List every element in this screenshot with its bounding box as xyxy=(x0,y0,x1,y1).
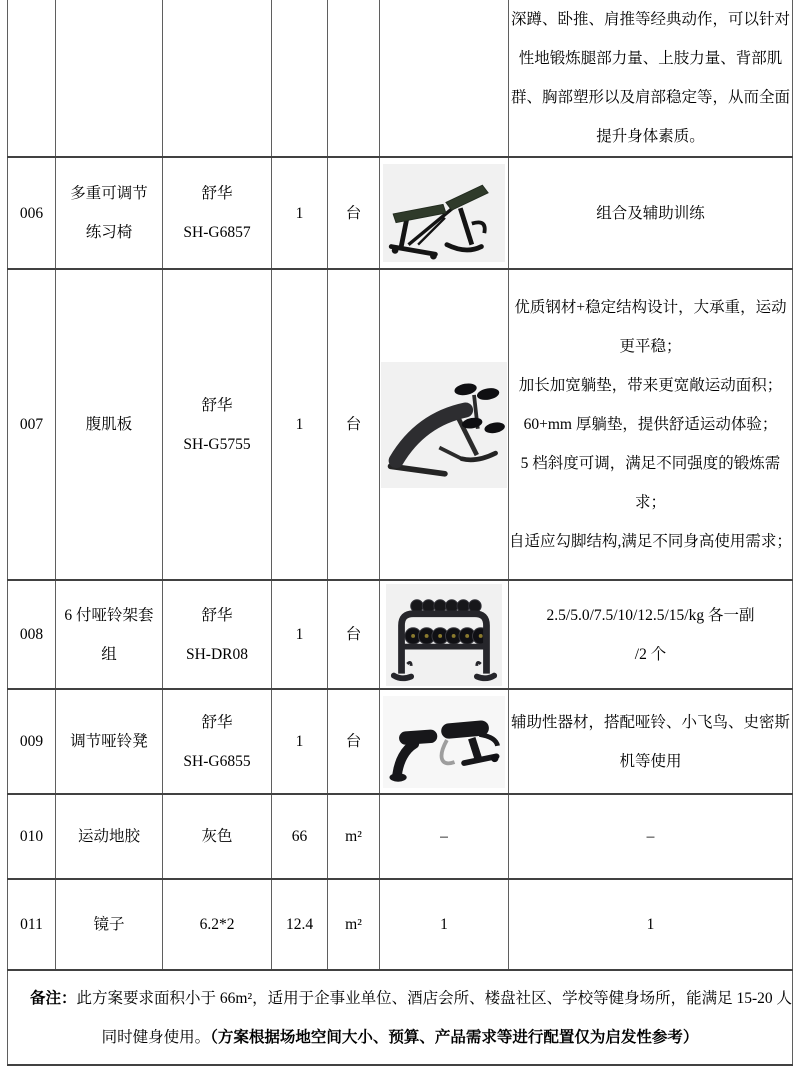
description-text: 自适应勾脚结构,满足不同身高使用需求； xyxy=(509,533,792,550)
unit-cell: 台 xyxy=(328,580,380,689)
brand-model-cell xyxy=(163,794,272,879)
table-row-009 xyxy=(8,689,793,794)
description-text: 组合及辅助训练 xyxy=(596,204,705,222)
serial-cell xyxy=(8,0,56,157)
unit-cell xyxy=(328,0,380,157)
photo-cell xyxy=(380,580,509,689)
serial-cell: 006 xyxy=(8,157,56,269)
description-cell xyxy=(509,157,793,269)
table-row-011 xyxy=(8,879,793,970)
name-cell xyxy=(56,157,163,269)
quantity-cell: 12.4 xyxy=(272,879,328,970)
quantity-cell: 66 xyxy=(272,794,328,879)
multi-adjustable-bench-image xyxy=(383,164,505,262)
name-line: 调节哑铃凳 xyxy=(70,733,148,750)
note-text xyxy=(8,979,792,1057)
photo-cell: 1 xyxy=(380,879,509,970)
name-cell xyxy=(56,794,163,879)
note-body: 此方案要求面积小于 66m²，适用于企事业单位、酒店会所、楼盘社区、学校等健身场所，能满足 15-20 人同时健身使用。 xyxy=(76,989,793,1046)
photo-cell xyxy=(380,269,509,580)
name-line: 6 付哑铃架套 xyxy=(64,606,154,624)
table-row-010 xyxy=(8,794,793,879)
table-row-007 xyxy=(8,269,793,580)
name-line: 运动地胶 xyxy=(77,828,140,845)
quantity-cell: 1 xyxy=(272,689,328,794)
unit-cell: 台 xyxy=(328,689,380,794)
quantity-cell xyxy=(272,0,328,157)
unit-cell: m² xyxy=(328,794,380,879)
description-text: /2 个 xyxy=(634,645,667,663)
description-cell xyxy=(509,580,793,689)
description-text: – xyxy=(646,828,655,845)
brand-model-cell xyxy=(163,580,272,689)
serial-cell: 010 xyxy=(8,794,56,879)
name-cell xyxy=(56,689,163,794)
brand-line: 舒华 xyxy=(201,606,233,624)
description-cell xyxy=(509,689,793,794)
name-line: 镜子 xyxy=(93,916,125,933)
description-cell xyxy=(509,879,793,970)
dumbbell-rack-image xyxy=(386,584,502,686)
quantity-cell: 1 xyxy=(272,580,328,689)
brand-model-cell xyxy=(163,0,272,157)
brand-line: 舒华 xyxy=(201,713,233,731)
equipment-table xyxy=(7,0,793,1066)
description-text: 2.5/5.0/7.5/10/12.5/15/kg 各一副 xyxy=(546,606,755,624)
model-line: SH-G5755 xyxy=(183,435,251,453)
quantity-cell: 1 xyxy=(272,269,328,580)
note-bold-remark: （方案根据场地空间大小、预算、产品需求等进行配置仅为启发性参考） xyxy=(210,1028,699,1046)
quantity-cell: 1 xyxy=(272,157,328,269)
photo-cell xyxy=(380,157,509,269)
description-cell xyxy=(509,794,793,879)
description-text: 加长加宽躺垫，带来更宽敞运动面积； xyxy=(518,377,783,394)
note-cell xyxy=(8,970,793,1065)
description-text: 优质钢材+稳定结构设计，大承重，运动更平稳； xyxy=(514,299,787,355)
description-cell xyxy=(509,269,793,580)
model-line: SH-DR08 xyxy=(185,645,248,663)
name-cell xyxy=(56,0,163,157)
unit-cell: 台 xyxy=(328,157,380,269)
name-cell xyxy=(56,269,163,580)
unit-cell: 台 xyxy=(328,269,380,580)
photo-cell xyxy=(380,689,509,794)
serial-cell: 008 xyxy=(8,580,56,689)
brand-model-cell xyxy=(163,879,272,970)
table-row-note xyxy=(8,970,793,1065)
model-line: SH-G6857 xyxy=(183,224,251,241)
note-label: 备注： xyxy=(30,989,77,1007)
brand-line: 6.2*2 xyxy=(199,916,235,933)
abdominal-board-image xyxy=(381,362,507,488)
unit-cell: m² xyxy=(328,879,380,970)
name-cell xyxy=(56,879,163,970)
name-cell xyxy=(56,580,163,689)
name-line: 练习椅 xyxy=(85,224,133,241)
brand-line: 舒华 xyxy=(201,185,233,202)
description-text: 5 档斜度可调，满足不同强度的锻炼需求； xyxy=(520,455,781,511)
brand-model-cell xyxy=(163,689,272,794)
description-text: 60+mm 厚躺垫，提供舒适运动体验； xyxy=(523,416,778,433)
serial-cell: 007 xyxy=(8,269,56,580)
brand-line: 舒华 xyxy=(201,396,233,414)
description-text: 1 xyxy=(646,916,655,933)
model-line: SH-G6855 xyxy=(183,752,251,770)
description-cell xyxy=(509,0,793,157)
brand-model-cell xyxy=(163,269,272,580)
name-line: 多重可调节 xyxy=(70,185,148,202)
serial-cell: 009 xyxy=(8,689,56,794)
name-line: 腹肌板 xyxy=(85,416,133,433)
photo-cell xyxy=(380,0,509,157)
name-line: 组 xyxy=(101,645,117,663)
serial-cell: 011 xyxy=(8,879,56,970)
brand-model-cell xyxy=(163,157,272,269)
table-row-006 xyxy=(8,157,793,269)
table-row-continuation xyxy=(8,0,793,157)
description-text: 辅助性器材，搭配哑铃、小飞鸟、史密斯机等使用 xyxy=(510,713,790,770)
description-text: 深蹲、卧推、肩推等经典动作，可以针对性地锻炼腿部力量、上肢力量、背部肌群、胸部塑形以及肩部稳定等，从而全面提升身体素质。 xyxy=(510,11,790,145)
photo-cell: – xyxy=(380,794,509,879)
dumbbell-bench-image xyxy=(383,696,505,788)
table-row-008 xyxy=(8,580,793,689)
brand-line: 灰色 xyxy=(201,828,233,845)
